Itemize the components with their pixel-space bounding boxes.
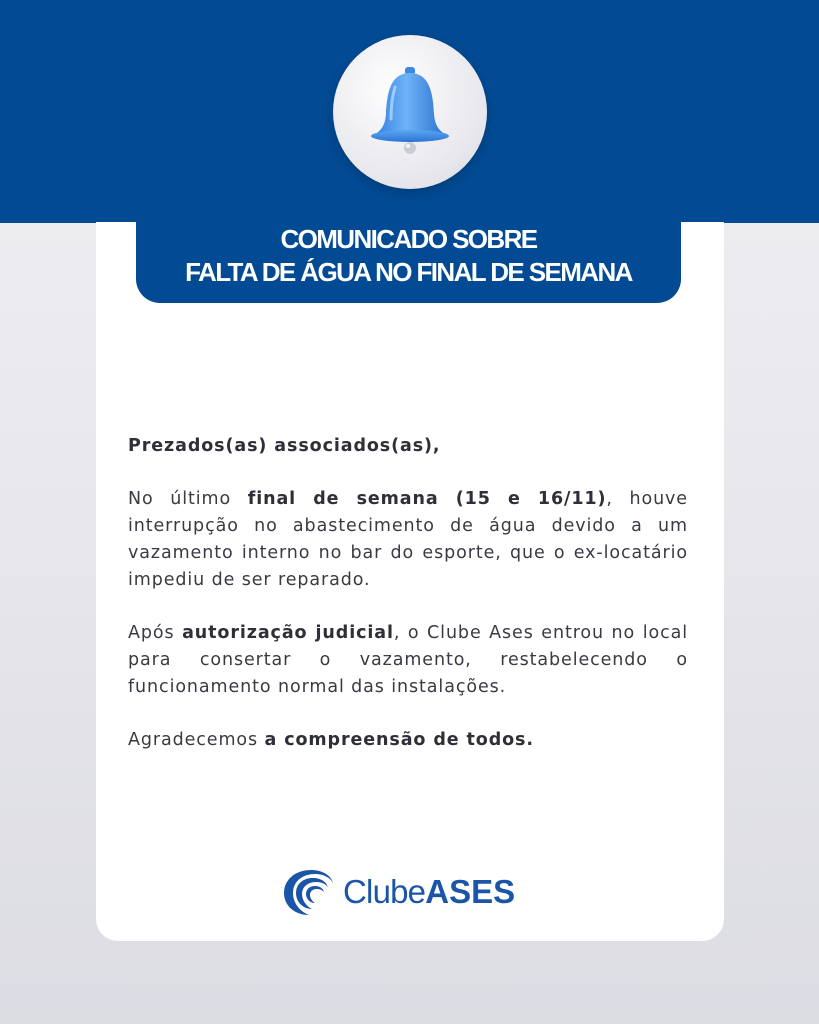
p3-text-bold: a compreensão de todos. [264,730,534,750]
logo-text-clube: Clube [343,873,426,910]
paragraph-2 [128,620,688,701]
clube-ases-logo-icon [281,866,337,918]
greeting [128,433,688,460]
bell-badge [333,35,487,189]
title-line-2: FALTA DE ÁGUA NO FINAL DE SEMANA [185,256,632,287]
paragraph-1 [128,486,688,594]
clube-ases-logo [281,866,515,918]
p3-text-a: Agradecemos [128,730,265,750]
p2-text-a: Após [128,623,183,643]
p2-text-c: , o Clube Ases entrou no local para consertar o vazamento, restabelecendo o funcionamento normal das instalações. [128,623,688,697]
title-line-1: COMUNICADO SOBRE [280,223,537,254]
p2-text-bold: autorização judicial [182,623,394,643]
p1-text-c: , houve interrupção no abastecimento de água devido a um vazamento interno no bar do esporte, que o ex-locatário impediu de ser reparado. [128,489,688,590]
greeting-text: Prezados(as) associados(as), [128,436,441,456]
notice-body [128,433,688,780]
title-banner [136,208,681,303]
p1-text-bold: final de semana (15 e 16/11) [247,489,607,509]
logo-text-ases: ASES [425,873,516,910]
paragraph-3 [128,727,688,754]
bell-icon [360,59,460,169]
p1-text-a: No último [128,489,248,509]
